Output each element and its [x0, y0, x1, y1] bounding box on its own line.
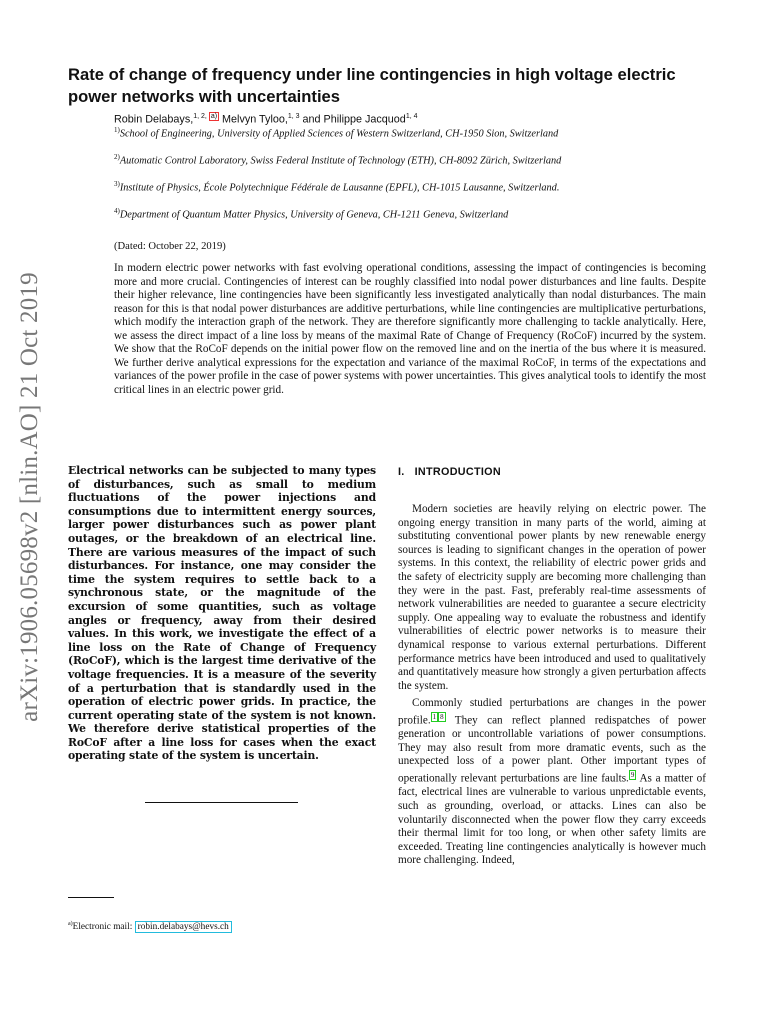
lead-divider	[145, 802, 298, 803]
citation-link[interactable]: 1	[432, 712, 437, 721]
affiliation-1-num: 1)	[114, 126, 120, 134]
intro-paragraph-1: Modern societies are heavily relying on electric power. The ongoing energy transition in many parts of the world, aiming at substituting conventional power plants by new renewable energy sources is leading to significant changes in the operation of power systems. In this context, the reliability of electric power grids and the safety of electricity supply are becoming more challenging than they were in the past. Fast, preferably real-time assessments of network vulnerabilities are needed to guarantee a secure electricity supply. One appealing way to evaluate the robustness and identify vulnerabilities of electric power networks is to measure their dynamical response to various external perturbations. Different performance metrics have been introduced and used to qualitatively and quantitatively measure how strongly a given perturbation affects the system.	[398, 503, 706, 692]
intro-p2-text-b: They can reflect planned redispatches of power generation or uncontrollable variations of power consumptions. They may also result from more dramatic events, such as the unexpected loss of a power plant. Other important types of operationally relevant perturbations are line faults.	[398, 714, 706, 785]
affiliation-4-num: 4)	[114, 207, 120, 215]
author-2: Melvyn Tyloo,	[219, 113, 288, 126]
arxiv-id: arXiv:1906.05698v2 [nlin.AO] 21 Oct 2019	[16, 272, 43, 722]
affiliation-4-text: Department of Quantum Matter Physics, University of Geneva, CH-1211 Geneva, Switzerland	[119, 209, 509, 221]
affiliation-2-text: Automatic Control Laboratory, Swiss Federal Institute of Technology (ETH), CH-8092 Zürich, Switzerland	[119, 155, 562, 167]
author-2-affil: 1, 3	[287, 113, 300, 120]
arxiv-stamp	[8, 262, 52, 732]
intro-p2-text-a: Commonly studied perturbations are changes in the power profile.	[398, 697, 706, 727]
introduction-body	[398, 503, 706, 872]
affiliation-1	[114, 124, 714, 141]
paper-title: Rate of change of frequency under line contingencies in high voltage electric power networks with uncertainties	[68, 65, 676, 106]
footnote-mark: a)	[68, 921, 73, 927]
citation-link[interactable]: 9	[630, 771, 635, 780]
section-number: I.	[398, 466, 405, 478]
abstract: In modern electric power networks with fast evolving operational conditions, assessing the impact of contingencies is becoming more and more crucial. Contingencies of interest can be roughly classified into nodal power disturbances and line faults. Despite their higher relevance, line contingencies have been significantly less investigated analytically than nodal disturbances. The main reason for this is that nodal power disturbances are additive perturbations, while line contingencies are multiplicative perturbations, which modify the interaction graph of the network. They are therefore significantly more challenging to tackle analytically. Here, we assess the direct impact of a line loss by means of the maximal Rate of Change of Frequency (RoCoF) incurred by the system. We show that the RoCoF depends on the initial power flow on the removed line and on the inertia of the bus where it is measured. We further derive analytical expressions for the expectation and variance of the maximal RoCoF, in terms of the expectations and variances of the power profile in the case of power systems with power uncertainties. This gives analytical tools to identify the most critical lines in an electric power grid.	[114, 262, 706, 396]
intro-paragraph-2	[398, 697, 706, 868]
author-3: and Philippe Jacquod	[299, 113, 406, 126]
affiliation-1-text: School of Engineering, University of Applied Sciences of Western Switzerland, CH-1950 Sion, Switzerland	[119, 128, 559, 140]
email-link[interactable]: robin.delabays@hevs.ch	[135, 921, 232, 933]
citation-link[interactable]: 8	[440, 712, 444, 721]
section-heading	[398, 466, 501, 478]
footnote-divider	[68, 897, 114, 898]
footnote-link[interactable]: a)	[210, 113, 218, 120]
intro-p2-text-c: As a matter of fact, electrical lines are vulnerable to various unpredictable events, such as grounding, overload, or attacks. Lines can also be voluntarily disconnected when the power flow they carry exceeds their thermal limit for too long, or when other safety limits are exceeded. Treating line contingencies analytically is however much more challenging. Indeed,	[398, 772, 706, 867]
footnote-label: Electronic mail:	[72, 922, 135, 933]
section-title: INTRODUCTION	[414, 466, 501, 478]
affiliation-2-num: 2)	[114, 153, 120, 161]
affiliation-3-num: 3)	[114, 180, 120, 188]
footnote	[68, 921, 232, 932]
affiliation-4	[114, 205, 714, 222]
affiliation-2	[114, 151, 714, 168]
affiliation-3	[114, 178, 714, 195]
author-1-affil: 1, 2,	[193, 113, 209, 120]
author-3-affil: 1, 4	[405, 113, 418, 120]
affiliation-3-text: Institute of Physics, École Polytechnique Fédérale de Lausanne (EPFL), CH-1015 Lausanne, Switzerland.	[119, 182, 560, 194]
dated-line: (Dated: October 22, 2019)	[114, 241, 226, 252]
author-1: Robin Delabays,	[114, 113, 194, 126]
lead-paragraph: Electrical networks can be subjected to many types of disturbances, such as small to medium fluctuations of the power injections and consumptions due to intermittent energy sources, larger power disturbances such as power plant outages, or the breakdown of an electrical line. There are various measures of the impact of such disturbances. For instance, one may consider the time the system requires to settle back to a synchronous state, or the magnitude of the excursion of some quantities, such as voltage angles or frequency, away from their desired values. In this work, we investigate the effect of a line loss on the Rate of Change of Frequency (RoCoF), which is the largest time derivative of the voltage frequencies. It is a measure of the severity of a perturbation that is standardly used in the operation of electric power grids. In practice, the current operating state of the system is not known. We therefore derive statistical properties of the RoCoF after a line loss for cases when the exact operating state of the system is uncertain.	[68, 464, 376, 763]
